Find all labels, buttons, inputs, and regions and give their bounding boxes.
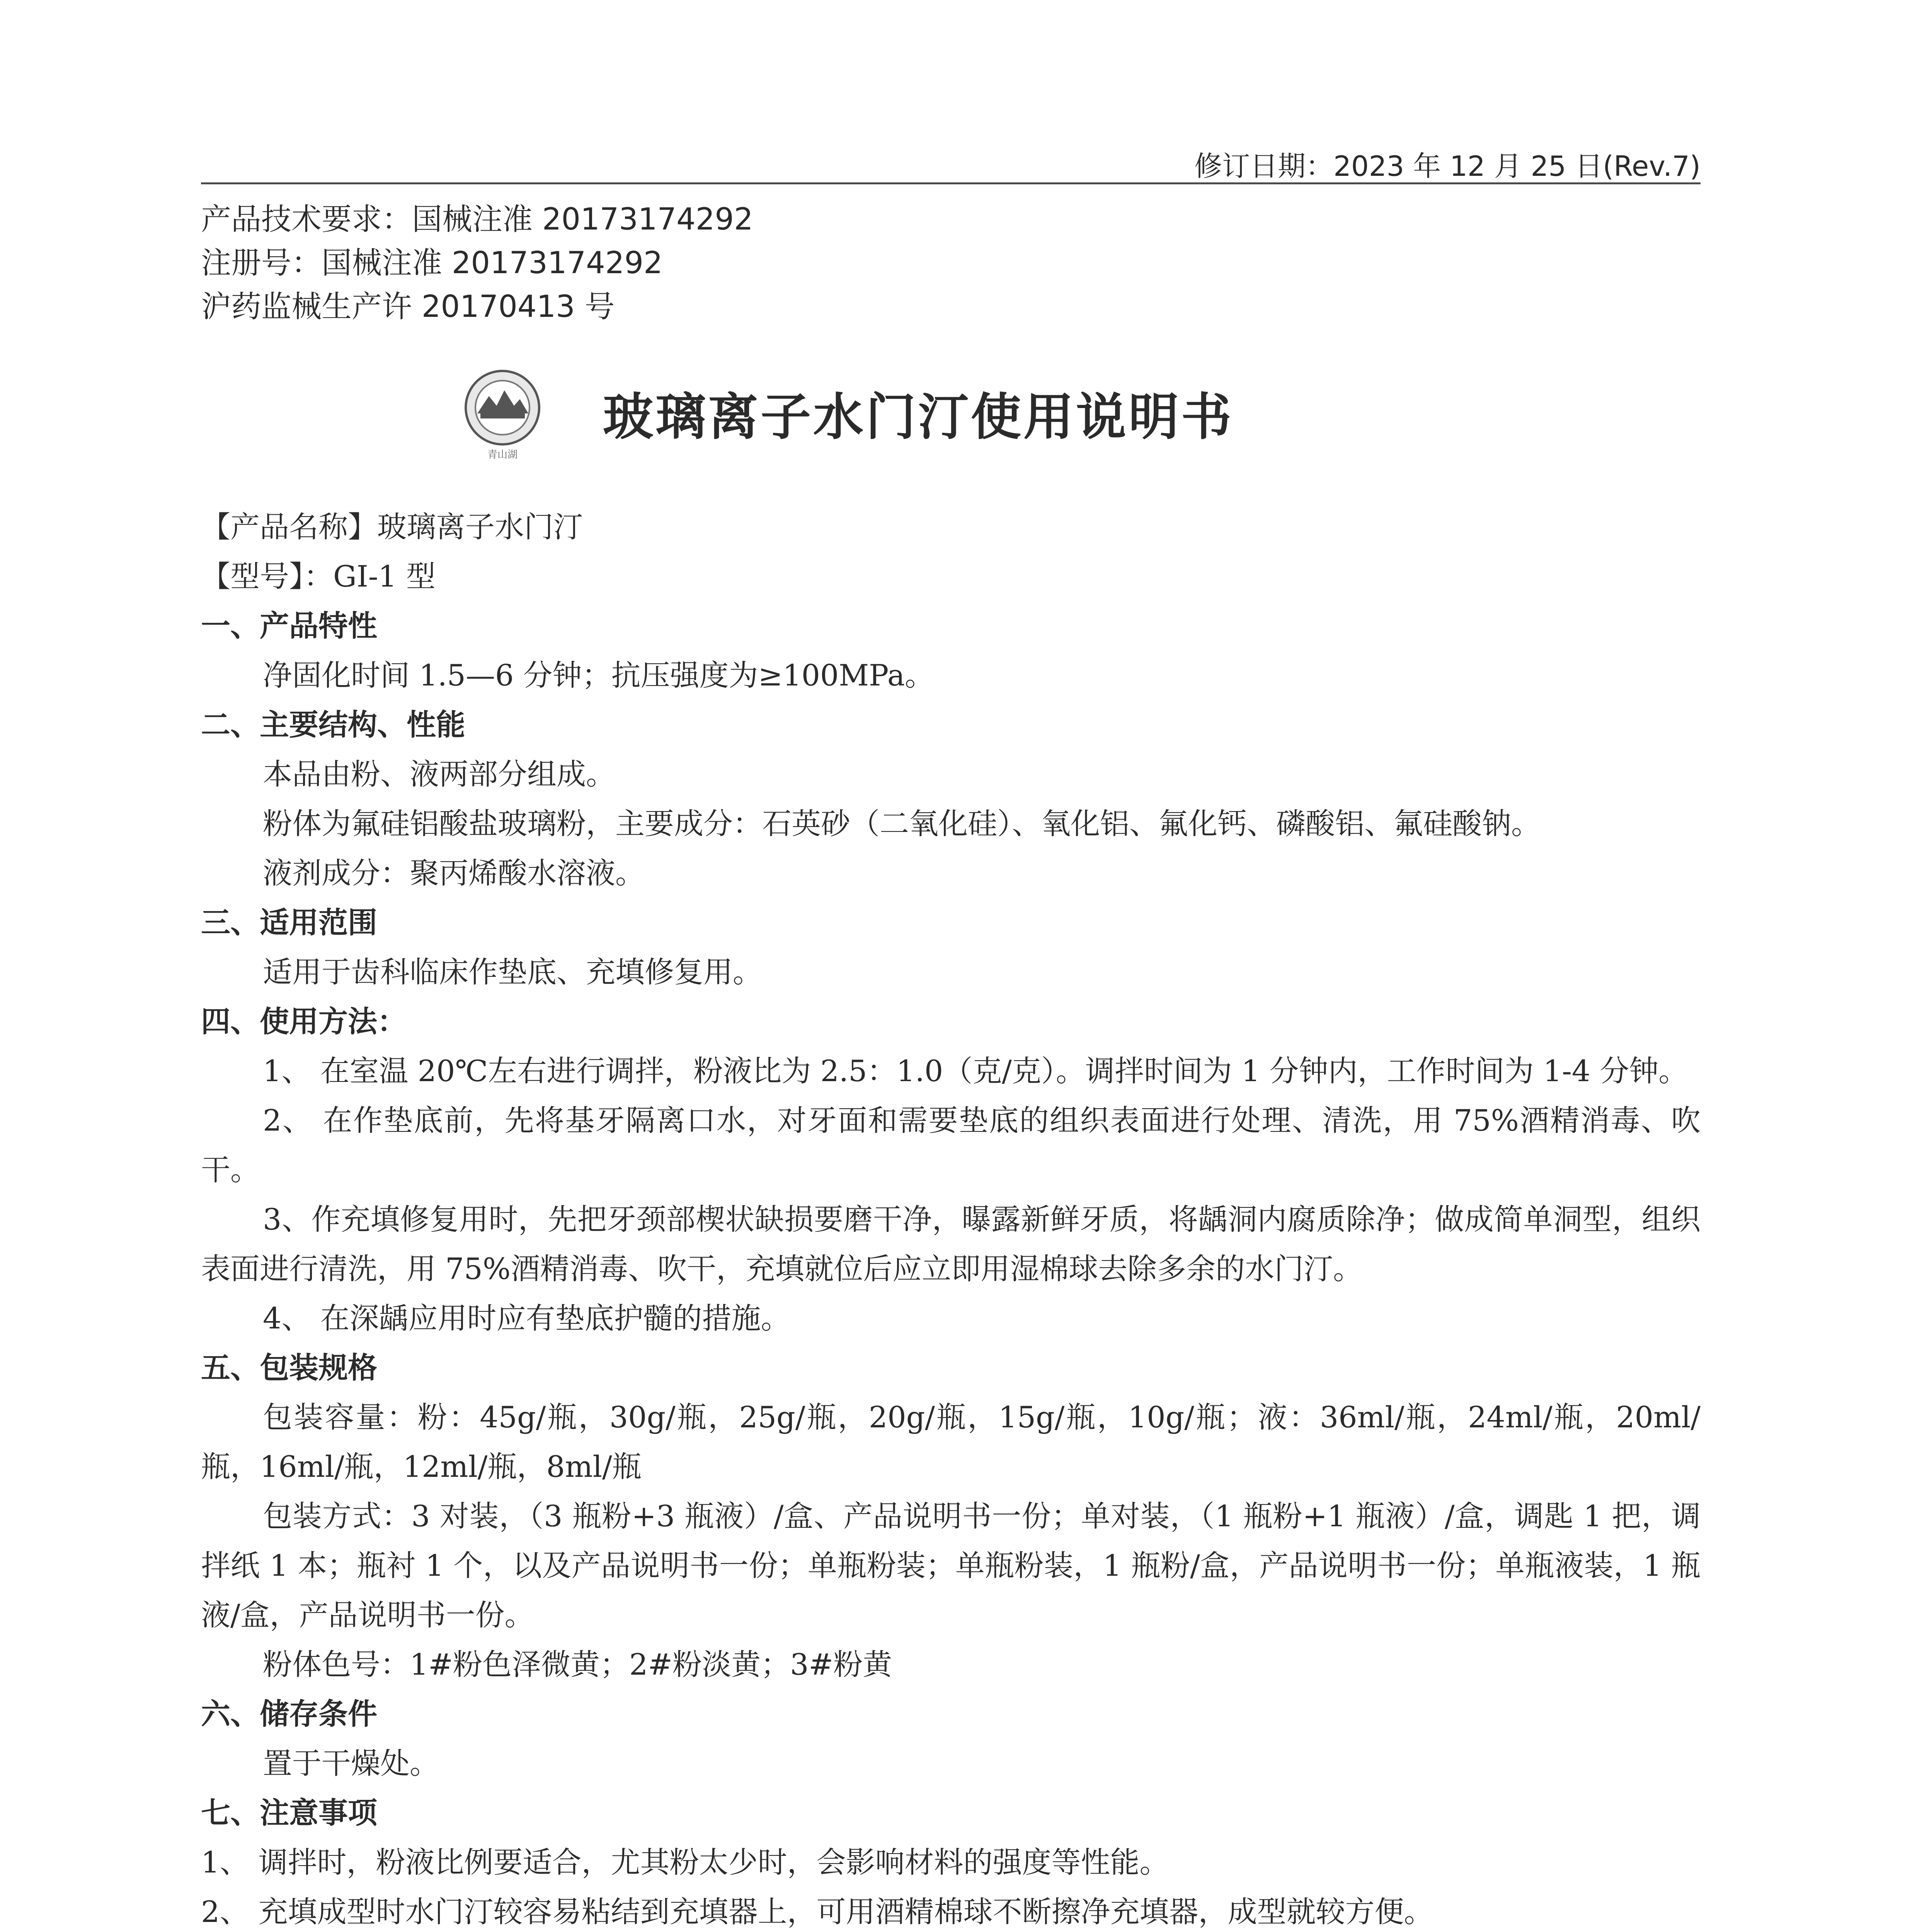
powder-colors: 粉体色号：1#粉色泽微黄；2#粉淡黄；3#粉黄 — [263, 1647, 892, 1682]
revision-date: 修订日期：2023 年 12 月 25 日(Rev.7) — [1194, 150, 1701, 182]
section-text-storage: 置于干燥处。 — [263, 1746, 439, 1781]
section-heading-precautions: 七、注意事项 — [201, 1796, 377, 1830]
production-license: 沪药监械生产许 20170413 号 — [201, 289, 615, 324]
packaging-method: 包装方式：3 对装，（3 瓶粉+3 瓶液）/盒、产品说明书一份；单对装，（1 瓶粉+1 瓶液）/盒，调匙 1 把，调拌纸 1 本；瓶衬 1 个，以及产品说明书一份；单瓶粉装；单瓶粉装，1 瓶粉/盒，产品说明书一份；单瓶液装，1 瓶液/盒，产品说明书一份。 — [201, 1499, 1701, 1632]
section-text-scope: 适用于齿科临床作垫底、充填修复用。 — [263, 955, 762, 989]
usage-step: 1、 在室温 20℃左右进行调拌，粉液比为 2.5：1.0（克/克）。调拌时间为 1 分钟内，工作时间为 1-4 分钟。 — [263, 1054, 1688, 1088]
section-heading-packaging: 五、包装规格 — [201, 1350, 377, 1385]
header-rule — [201, 182, 1701, 184]
company-logo-emblem-icon — [458, 369, 547, 462]
usage-step: 3、作充填修复用时，先把牙颈部楔状缺损要磨干净，曝露新鲜牙质，将龋洞内腐质除净；做成简单洞型，组织表面进行清洗，用 75%酒精消毒、吹干，充填就位后应立即用湿棉球去除多余的水门汀。 — [201, 1202, 1701, 1286]
section-heading-scope: 三、适用范围 — [201, 905, 377, 940]
structure-line: 液剂成分：聚丙烯酸水溶液。 — [263, 856, 645, 890]
document-body — [201, 502, 1701, 1932]
usage-step: 2、 在作垫底前，先将基牙隔离口水，对牙面和需要垫底的组织表面进行处理、清洗，用 75%酒精消毒、吹干。 — [201, 1103, 1701, 1187]
packaging-capacity: 包装容量：粉：45g/瓶，30g/瓶，25g/瓶，20g/瓶，15g/瓶，10g/瓶；液：36ml/瓶，24ml/瓶，20ml/瓶，16ml/瓶，12ml/瓶，8ml/瓶 — [201, 1400, 1701, 1484]
document-title: 玻璃离子水门汀使用说明书 — [603, 388, 1234, 446]
section-text-features: 净固化时间 1.5—6 分钟；抗压强度为≥100MPa。 — [263, 658, 935, 692]
registration-number: 注册号：国械注准 20173174292 — [201, 246, 663, 281]
logo-caption: 青山湖 — [487, 449, 518, 461]
product-name: 【产品名称】玻璃离子水门汀 — [201, 510, 583, 544]
section-heading-usage: 四、使用方法： — [201, 1004, 407, 1039]
precaution-item: 2、 充填成型时水门汀较容易粘结到充填器上，可用酒精棉球不断擦净充填器，成型就较方便。 — [201, 1895, 1433, 1929]
structure-line: 本品由粉、液两部分组成。 — [263, 757, 615, 791]
section-heading-features: 一、产品特性 — [201, 609, 377, 643]
section-heading-storage: 六、储存条件 — [201, 1697, 377, 1731]
usage-step: 4、 在深龋应用时应有垫底护髓的措施。 — [263, 1301, 790, 1335]
product-model: 【型号】：GI-1 型 — [201, 559, 436, 594]
structure-line: 粉体为氟硅铝酸盐玻璃粉，主要成分：石英砂（二氧化硅）、氧化铝、氟化钙、磷酸铝、氟硅酸钠。 — [263, 806, 1541, 841]
precaution-item: 1、 调拌时，粉液比例要适合，尤其粉太少时，会影响材料的强度等性能。 — [201, 1845, 1169, 1879]
tech-requirement: 产品技术要求：国械注准 20173174292 — [201, 202, 753, 237]
section-heading-structure: 二、主要结构、性能 — [201, 707, 465, 742]
